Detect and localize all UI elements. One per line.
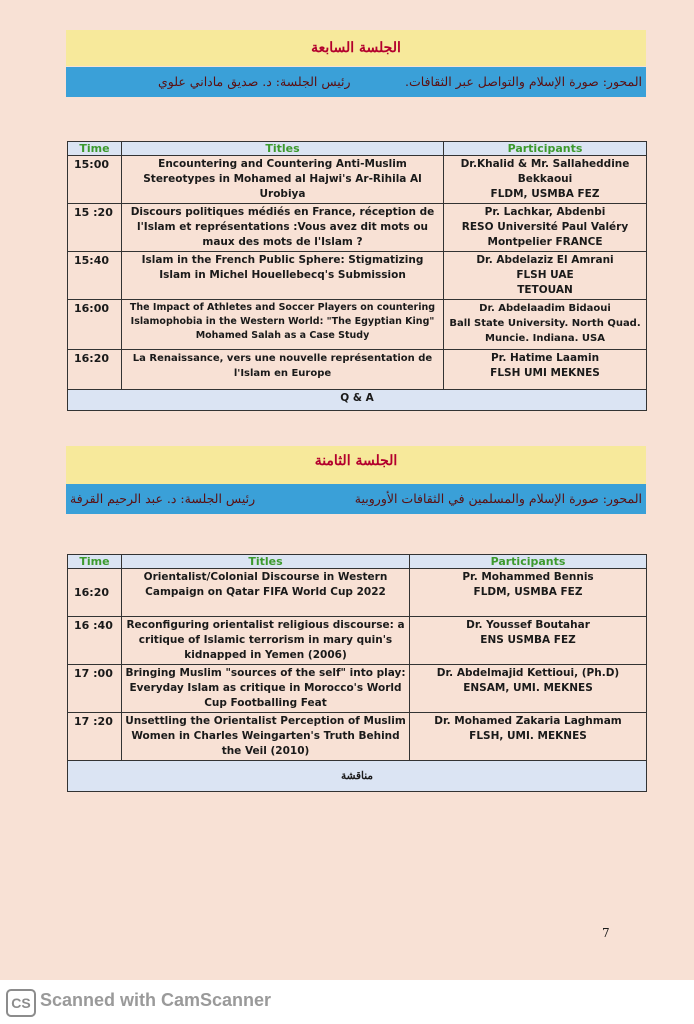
scanner-text: Scanned with CamScanner bbox=[40, 990, 272, 1010]
participants-cell: Dr. Abdelaadim Bidaoui Ball State University. North Quad. Muncie. Indiana. USA bbox=[444, 300, 647, 350]
title-cell: Discours politiques médiés en France, réception de l'Islam et représentations :Vous avez dit mots ou maux des mots de l'Islam ? bbox=[122, 204, 444, 252]
time-cell: 17 :00 bbox=[68, 665, 122, 713]
time-cell: 15:40 bbox=[68, 252, 122, 300]
table-footer-row bbox=[68, 390, 647, 411]
title-cell: Orientalist/Colonial Discourse in Western Campaign on Qatar FIFA World Cup 2022 bbox=[122, 569, 410, 617]
title-cell: Bringing Muslim "sources of the self" into play: Everyday Islam as critique in Morocco's World Cup Footballing Feat bbox=[122, 665, 410, 713]
title-cell: The Impact of Athletes and Soccer Players on countering Islamophobia in the Western World: "The Egyptian King" Mohamed Salah as a Case Study bbox=[122, 300, 444, 350]
title-cell: Encountering and Countering Anti-Muslim Stereotypes in Mohamed al Hajwi's Ar-Rihila Al Urobiya bbox=[122, 156, 444, 204]
time-cell: 15:00 bbox=[68, 156, 122, 204]
session7-axis-bar bbox=[66, 67, 646, 97]
page-number: 7 bbox=[602, 926, 610, 940]
participants-cell: Dr. Youssef Boutahar ENS USMBA FEZ bbox=[410, 617, 647, 665]
session7-chair: رئيس الجلسة: د. صديق ماداني علوي bbox=[158, 74, 351, 89]
qa-label: Q & A bbox=[68, 390, 647, 411]
participants-cell: Dr. Abdelaziz El Amrani FLSH UAE TETOUAN bbox=[444, 252, 647, 300]
time-cell: 17 :20 bbox=[68, 713, 122, 761]
table-row bbox=[68, 300, 647, 350]
time-header: Time bbox=[68, 555, 122, 569]
discussion-label: مناقشة bbox=[68, 761, 647, 792]
session8-axis-bar bbox=[66, 484, 646, 514]
participants-cell: Dr.Khalid & Mr. Sallaheddine Bekkaoui FLDM, USMBA FEZ bbox=[444, 156, 647, 204]
participants-header: Participants bbox=[410, 555, 647, 569]
session8-chair: رئيس الجلسة: د. عبد الرحيم القرفة bbox=[70, 491, 256, 506]
table-row bbox=[68, 252, 647, 300]
time-cell: 16:20 bbox=[68, 350, 122, 390]
participants-cell: Dr. Abdelmajid Kettioui, (Ph.D) ENSAM, UMI. MEKNES bbox=[410, 665, 647, 713]
table-row bbox=[68, 665, 647, 713]
participants-cell: Pr. Mohammed Bennis FLDM, USMBA FEZ bbox=[410, 569, 647, 617]
session7-heading: الجلسة السابعة bbox=[66, 30, 646, 66]
time-cell: 16 :40 bbox=[68, 617, 122, 665]
participants-cell: Pr. Hatime Laamin FLSH UMI MEKNES bbox=[444, 350, 647, 390]
table-row bbox=[68, 713, 647, 761]
time-cell: 16:20 bbox=[68, 569, 122, 617]
table-row bbox=[68, 617, 647, 665]
titles-header: Titles bbox=[122, 142, 444, 156]
participants-header: Participants bbox=[444, 142, 647, 156]
title-cell: Reconfiguring orientalist religious discourse: a critique of Islamic terrorism in mary quin's kidnapped in Yemen (2006) bbox=[122, 617, 410, 665]
table-row bbox=[68, 156, 647, 204]
table-footer-row bbox=[68, 761, 647, 792]
time-cell: 15 :20 bbox=[68, 204, 122, 252]
session8-axis: المحور: صورة الإسلام والمسلمين في الثقافات الأوروبية bbox=[354, 491, 642, 506]
title-cell: La Renaissance, vers une nouvelle représentation de l'Islam en Europe bbox=[122, 350, 444, 390]
session8-heading: الجلسة الثامنة bbox=[66, 446, 646, 484]
participants-cell: Dr. Mohamed Zakaria Laghmam FLSH, UMI. MEKNES bbox=[410, 713, 647, 761]
session8-table bbox=[67, 554, 647, 792]
participants-cell: Pr. Lachkar, Abdenbi RESO Université Paul Valéry Montpelier FRANCE bbox=[444, 204, 647, 252]
table-row bbox=[68, 350, 647, 390]
titles-header: Titles bbox=[122, 555, 410, 569]
table-row bbox=[68, 569, 647, 617]
session7-axis: المحور: صورة الإسلام والتواصل عبر الثقافات. bbox=[404, 74, 642, 89]
scanner-watermark bbox=[0, 980, 694, 1024]
camscanner-logo-icon: CS bbox=[6, 989, 36, 1017]
title-cell: Unsettling the Orientalist Perception of Muslim Women in Charles Weingarten's Truth Behind the Veil (2010) bbox=[122, 713, 410, 761]
time-header: Time bbox=[68, 142, 122, 156]
time-cell: 16:00 bbox=[68, 300, 122, 350]
session7-table bbox=[67, 141, 647, 411]
title-cell: Islam in the French Public Sphere: Stigmatizing Islam in Michel Houellebecq's Submission bbox=[122, 252, 444, 300]
table-row bbox=[68, 204, 647, 252]
